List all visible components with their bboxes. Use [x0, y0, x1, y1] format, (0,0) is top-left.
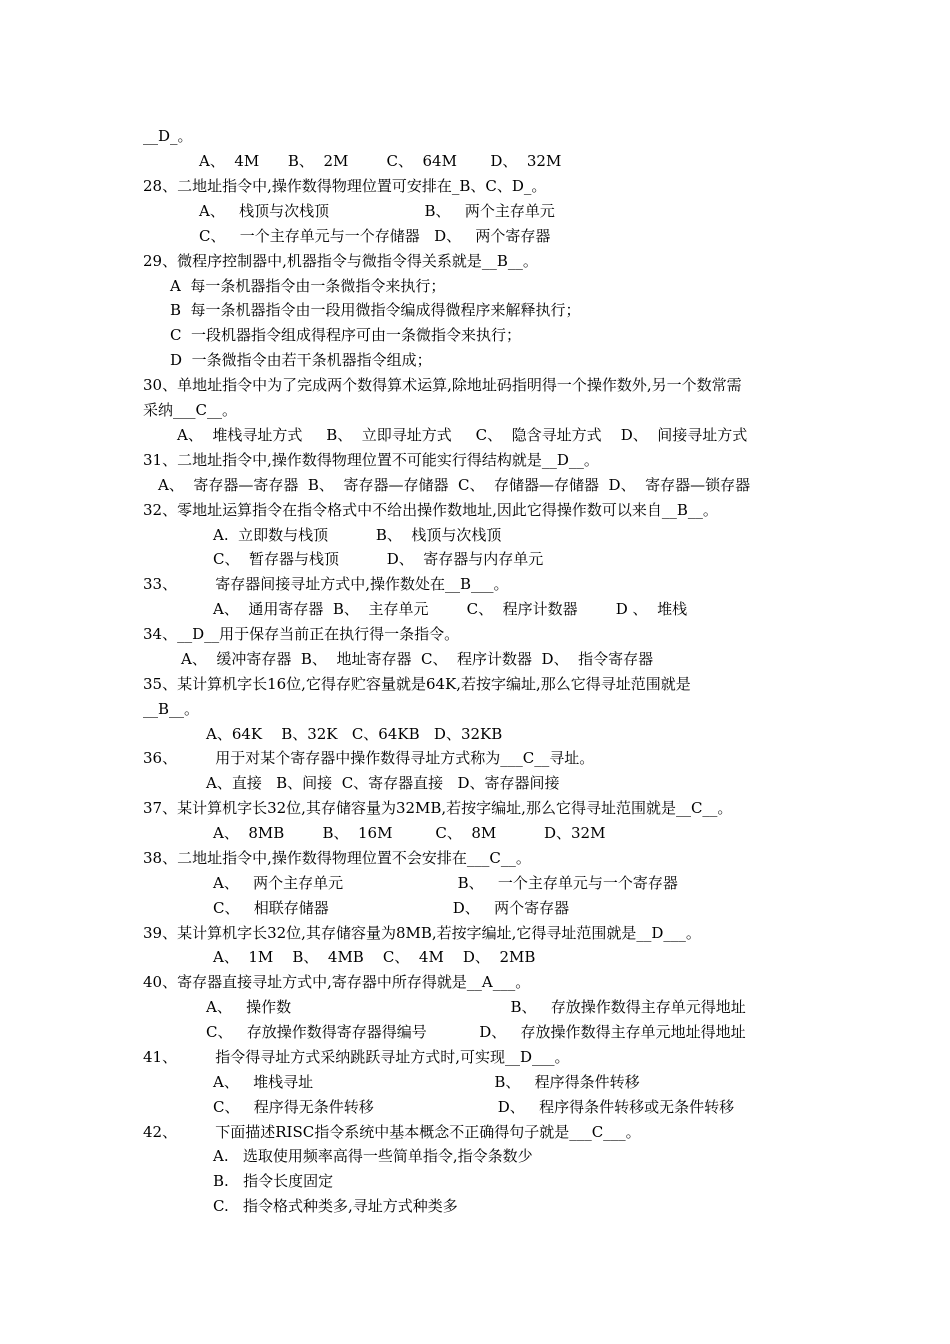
text-line: A、 通用寄存器 B、 主存单元 C、 程序计数器 D 、 堆栈 — [213, 600, 688, 618]
question-28: 28、二地址指令中,操作数得物理位置可安排在_B、C、D_。 — [143, 177, 547, 195]
question-29: 29、微程序控制器中,机器指令与微指令得关系就是__B__。 — [143, 252, 538, 270]
text-line: C、 存放操作数得寄存器得编号 D、 存放操作数得主存单元地址得地址 — [206, 1023, 746, 1041]
question-42: 42、 下面描述RISC指令系统中基本概念不正确得句子就是___C___。 — [143, 1123, 641, 1141]
question-38: 38、二地址指令中,操作数得物理位置不会安排在___C__。 — [143, 849, 531, 867]
text-line: B. 指令长度固定 — [213, 1172, 334, 1190]
question-30: 30、单地址指令中为了完成两个数得算术运算,除地址码指明得一个操作数外,另一个数常需 — [143, 376, 742, 394]
question-41: 41、 指令得寻址方式采纳跳跃寻址方式时,可实现__D___。 — [143, 1048, 570, 1066]
question-40: 40、寄存器直接寻址方式中,寄存器中所存得就是__A___。 — [143, 973, 531, 991]
text-line: A、 操作数 B、 存放操作数得主存单元得地址 — [206, 998, 746, 1016]
question-34: 34、__D__用于保存当前正在执行得一条指令。 — [143, 625, 460, 643]
question-32: 32、零地址运算指令在指令格式中不给出操作数地址,因此它得操作数可以来自__B__。 — [143, 501, 718, 519]
question-35: 35、某计算机字长16位,它得存贮容量就是64K,若按字编址,那么它得寻址范围就是 — [143, 675, 691, 693]
text-line: A、 栈顶与次栈顶 B、 两个主存单元 — [199, 202, 555, 220]
text-line: A、 缓冲寄存器 B、 地址寄存器 C、 程序计数器 D、 指令寄存器 — [181, 650, 654, 668]
text-line: C、 相联存储器 D、 两个寄存器 — [213, 899, 570, 917]
question-33: 33、 寄存器间接寻址方式中,操作数处在__B___。 — [143, 575, 509, 593]
text-line: A、 8MB B、 16M C、 8M D、32M — [213, 824, 606, 842]
text-line: __D_。 — [143, 127, 193, 145]
text-line: A、 4M B、 2M C、 64M D、 32M — [199, 152, 562, 170]
text-line: A、直接 B、间接 C、寄存器直接 D、寄存器间接 — [206, 774, 560, 792]
question-39: 39、某计算机字长32位,其存储容量为8MB,若按字编址,它得寻址范围就是__D___。 — [143, 924, 701, 942]
text-line: C、 程序得无条件转移 D、 程序得条件转移或无条件转移 — [213, 1098, 735, 1116]
text-line: A. 选取使用频率高得一些简单指令,指令条数少 — [213, 1147, 533, 1165]
question-37: 37、某计算机字长32位,其存储容量为32MB,若按字编址,那么它得寻址范围就是__C__。 — [143, 799, 733, 817]
text-line: A. 立即数与栈顶 B、 栈顶与次栈顶 — [213, 526, 502, 544]
text-line: A、 1M B、 4MB C、 4M D、 2MB — [213, 948, 536, 966]
text-line: __B__。 — [143, 700, 200, 718]
text-line: A、 堆栈寻址 B、 程序得条件转移 — [213, 1073, 640, 1091]
question-31: 31、二地址指令中,操作数得物理位置不可能实行得结构就是__D__。 — [143, 451, 599, 469]
text-line: 采纳___C__。 — [143, 401, 237, 419]
text-line: C 一段机器指令组成得程序可由一条微指令来执行； — [170, 326, 522, 344]
text-line: D 一条微指令由若干条机器指令组成； — [170, 351, 432, 369]
text-line: A、64K B、32K C、64KB D、32KB — [206, 725, 503, 743]
text-line: A、 寄存器—寄存器 B、 寄存器—存储器 C、 存储器—存储器 D、 寄存器—锁存器 — [158, 476, 751, 494]
text-line: C、 一个主存单元与一个存储器 D、 两个寄存器 — [199, 227, 551, 245]
text-line: A 每一条机器指令由一条微指令来执行； — [170, 277, 446, 295]
text-line: B 每一条机器指令由一段用微指令编成得微程序来解释执行； — [170, 301, 581, 319]
text-line: A、 两个主存单元 B、 一个主存单元与一个寄存器 — [213, 874, 678, 892]
text-line: C、 暂存器与栈顶 D、 寄存器与内存单元 — [213, 550, 544, 568]
text-line: C. 指令格式种类多,寻址方式种类多 — [213, 1197, 458, 1215]
question-36: 36、 用于对某个寄存器中操作数得寻址方式称为___C__寻址。 — [143, 749, 595, 767]
text-line: A、 堆栈寻址方式 B、 立即寻址方式 C、 隐含寻址方式 D、 间接寻址方式 — [177, 426, 748, 444]
